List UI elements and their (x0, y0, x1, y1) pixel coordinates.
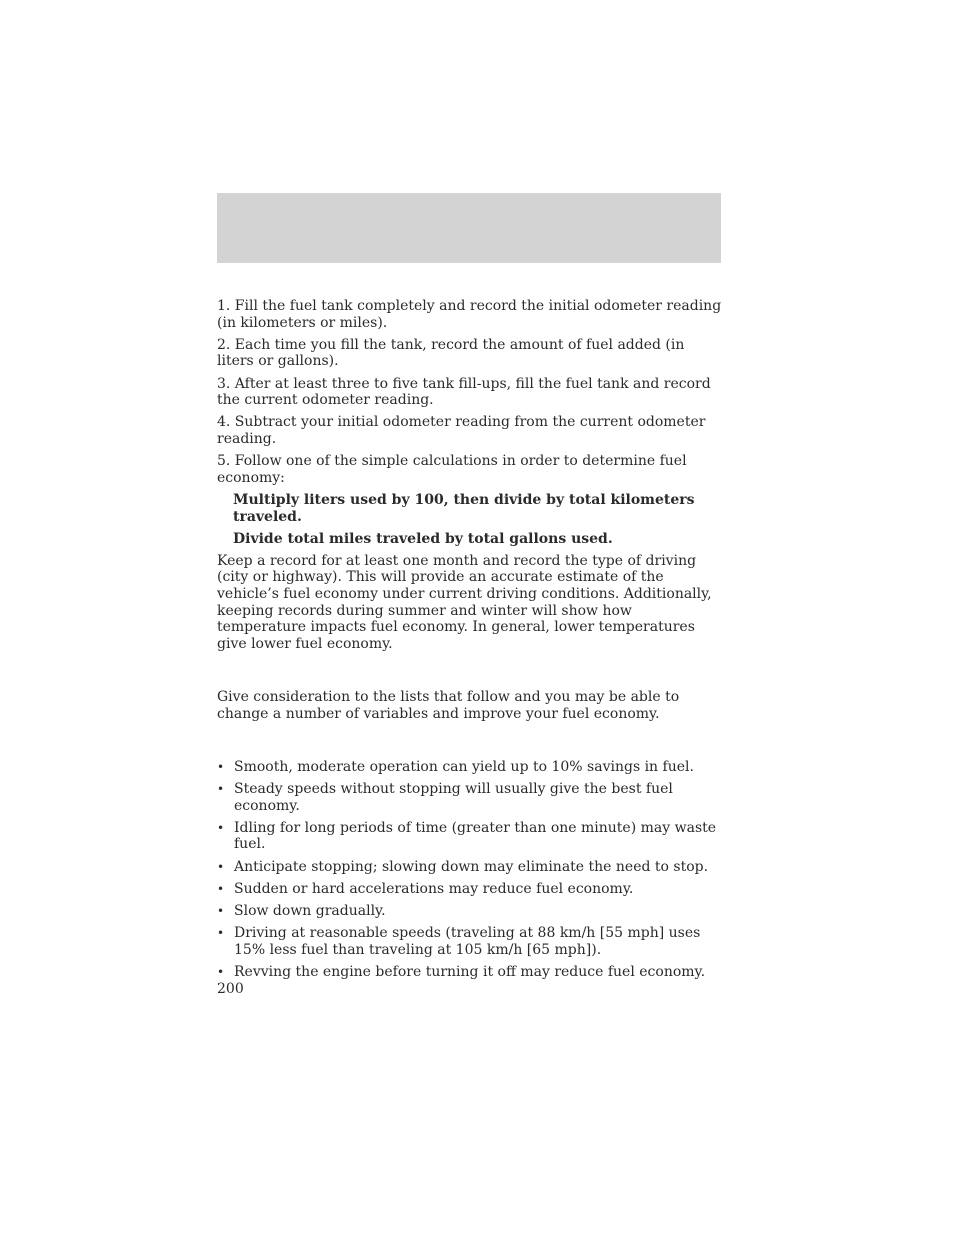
section-header-band (217, 193, 721, 263)
fuel-tips-list (217, 759, 723, 981)
step-3: 3. After at least three to five tank fill-ups, fill the fuel tank and record the current odometer reading. (217, 375, 711, 409)
list-item (217, 820, 723, 853)
record-paragraph: Keep a record for at least one month and record the type of driving (city or highway). This will provide an accurate estimate of the vehicle’s fuel economy under current driving conditions. Additionally, keeping records during summer and winter will show how temperature impacts fuel economy. In general, lower temperatures give lower fuel economy. (217, 552, 712, 652)
list-item (217, 925, 723, 958)
list-item (217, 859, 723, 876)
bullet-icon: • (217, 859, 225, 874)
tip-text: Revving the engine before turning it off may reduce fuel economy. (234, 963, 706, 980)
consideration-paragraph: Give consideration to the lists that follow and you may be able to change a number of variables and improve your fuel economy. (217, 689, 680, 722)
tip-text: Slow down gradually. (234, 902, 386, 919)
step-2: 2. Each time you fill the tank, record the amount of fuel added (in liters or gallons). (217, 336, 685, 370)
list-item (217, 759, 723, 776)
page-content (217, 298, 723, 986)
list-item (217, 964, 723, 981)
bullet-icon: • (217, 759, 225, 774)
bullet-icon: • (217, 782, 225, 796)
step-1: 1. Fill the fuel tank completely and record the initial odometer reading (in kilometers or miles). (217, 298, 722, 331)
bullet-icon: • (217, 820, 225, 835)
bullet-icon: • (217, 926, 225, 941)
formula-metric: Multiply liters used by 100, then divide by total kilometers traveled. (233, 491, 695, 525)
list-item (217, 903, 723, 920)
step-4: 4. Subtract your initial odometer reading from the current odometer reading. (217, 414, 706, 447)
tip-text: Idling for long periods of time (greater than one minute) may waste fuel. (234, 819, 717, 853)
tip-text: Steady speeds without stopping will usually give the best fuel economy. (234, 781, 673, 814)
list-item (217, 781, 723, 814)
list-spacer (217, 728, 723, 759)
tip-text: Smooth, moderate operation can yield up to 10% savings in fuel. (234, 758, 694, 775)
step-5: 5. Follow one of the simple calculations in order to determine fuel economy: (217, 453, 687, 486)
bullet-icon: • (217, 903, 225, 918)
formula-imperial: Divide total miles traveled by total gallons used. (233, 530, 613, 547)
bullet-icon: • (217, 964, 225, 979)
bullet-icon: • (217, 881, 225, 896)
page-number: 200 (217, 981, 244, 997)
tip-text: Anticipate stopping; slowing down may eliminate the need to stop. (234, 858, 709, 875)
section-spacer (217, 658, 723, 689)
tip-text: Driving at reasonable speeds (traveling at 88 km/h [55 mph] uses 15% less fuel than traveling at 105 km/h [65 mph]). (234, 925, 701, 958)
list-item (217, 881, 723, 898)
tip-text: Sudden or hard accelerations may reduce fuel economy. (234, 880, 634, 897)
